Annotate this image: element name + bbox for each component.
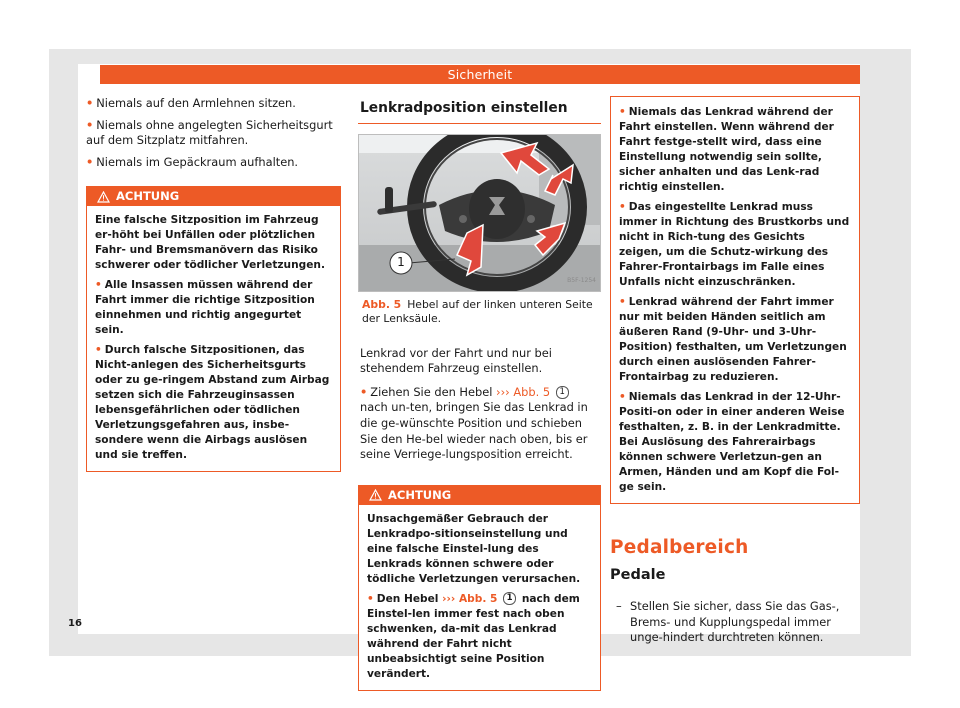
list-item: • Niemals auf den Armlehnen sitzen. <box>86 96 296 110</box>
column-2 <box>358 96 601 691</box>
list-item: • Das eingestellte Lenkrad muss immer in Richtung des Brustkorbs und nicht in Rich-tung des Gesichts zeigen, um die Schutz-wirkung des Fahrer-Frontairbags im Falle eines Unfalls nicht einzuschränken. <box>619 201 850 288</box>
steering-wheel-figure <box>358 134 601 292</box>
section-title: Lenkradposition einstellen <box>360 100 568 116</box>
chapter-title: Pedalbereich <box>610 537 749 558</box>
list-item: • Niemals das Lenkrad während der Fahrt einstellen. Wenn während der Fahrt festge-stellt wird, dass eine Einstellung notwendig sein sollte, sicher anhalten und das Lenk-rad richtig einstellen. <box>619 106 834 193</box>
warning-body <box>87 206 340 471</box>
warning-box <box>86 186 341 472</box>
page-header: Sicherheit <box>100 65 860 84</box>
list-item: – Stellen Sie sicher, dass Sie das Gas-, Brems- und Kupplungspedal immer unge-hindert durchtreten können. <box>616 599 840 645</box>
list-item: • Lenkrad während der Fahrt immer nur mit beiden Händen seitlich am äußeren Rand (9-Uhr- und 3-Uhr-Position) festhalten, um Verletzungen durch einen auslösenden Fahrer-Frontairbag zu reduzieren. <box>619 296 847 383</box>
bullet-icon: • <box>619 201 626 213</box>
warning-header: ACHTUNG <box>359 486 600 505</box>
bullet-icon: • <box>619 296 626 308</box>
bullet-icon: • <box>95 279 102 292</box>
column-1 <box>86 96 341 472</box>
warning-box <box>358 485 601 691</box>
list-item: • Alle Insassen müssen während der Fahrt immer die richtige Sitzposition einnehmen und richtig angegurtet sein. <box>95 279 315 337</box>
page-number: 16 <box>68 618 82 629</box>
warning-triangle-icon <box>97 191 110 203</box>
bullet-icon: • <box>86 117 94 132</box>
warning-box-continued <box>610 96 860 504</box>
bullet-icon: • <box>367 592 374 605</box>
list-item: • Durch falsche Sitzpositionen, das Nicht-anlegen des Sicherheitsgurts oder zu ge-ringem Abstand zum Airbag setzen sich die Fahrzeuginsassen lebensgefährlichen oder tödlichen Verletzungsgefahren aus, insbe-sondere wenn die Airbags auslösen und sie treffen. <box>95 344 330 462</box>
list-item: • Niemals das Lenkrad in der 12-Uhr-Positi-on oder in einer anderen Weise festhalten, z. B. in der Lenkradmitte. Bei Auslösung des Fahrerairbags können schwere Verletzun-gen an Armen, Händen und am Kopf die Fol-ge sein. <box>619 391 845 493</box>
figure-code: B5F-1254 <box>567 277 596 284</box>
section-divider <box>358 123 601 124</box>
bullet-icon: • <box>95 344 102 357</box>
list-item: • Ziehen Sie den Hebel ››› Abb. 5 1 nach un-ten, bringen Sie das Lenkrad in die ge-wünschte Position und schieben Sie den He-bel wieder nach oben, bis er seine Verriege-lungsposition erreicht. <box>360 384 588 462</box>
column-3 <box>610 96 860 646</box>
dash-icon: – <box>616 599 622 614</box>
bullet-icon: • <box>360 384 368 399</box>
bullet-icon: • <box>86 154 94 169</box>
section-title: Pedale <box>610 566 666 583</box>
bullet-icon: • <box>619 106 626 118</box>
bullet-icon: • <box>619 391 626 403</box>
bullet-icon: • <box>86 96 94 110</box>
callout-number: 1 <box>503 592 516 605</box>
figure-callout: 1 <box>397 254 405 269</box>
callout-number: 1 <box>556 386 569 399</box>
figure-reference-link[interactable]: ››› Abb. 5 <box>496 384 551 399</box>
warning-body <box>611 97 859 503</box>
warning-header: ACHTUNG <box>87 187 340 206</box>
warning-intro: Eine falsche Sitzposition im Fahrzeug er-höht bei Unfällen oder plötzlichen Fahr- und Bremsmanövern das Risiko schwerer oder tödlicher Verletzungen. <box>95 214 325 272</box>
warning-body <box>359 505 600 690</box>
list-item: • Niemals ohne angelegten Sicherheitsgurt auf dem Sitzplatz mitfahren. <box>86 117 333 148</box>
figure-caption: Abb. 5 Hebel auf der linken unteren Seite der Lenksäule. <box>362 297 593 325</box>
warning-triangle-icon <box>369 489 382 501</box>
body-text: Lenkrad vor der Fahrt und nur bei stehendem Fahrzeug einstellen. <box>360 345 552 376</box>
warning-intro: Unsachgemäßer Gebrauch der Lenkradpo-sitionseinstellung und eine falsche Einstel-lung des Lenkrads können schwere oder tödliche Verletzungen verursachen. <box>367 512 581 585</box>
list-item: • Niemals im Gepäckraum aufhalten. <box>86 154 299 169</box>
list-item: • Den Hebel ››› Abb. 5 1 nach dem Einstel-len immer fest nach oben schwenken, da-mit das Lenkrad während der Fahrt nicht unbeabsichtigt seine Position verändert. <box>367 592 580 680</box>
figure-reference-link[interactable]: ››› Abb. 5 <box>442 592 498 605</box>
